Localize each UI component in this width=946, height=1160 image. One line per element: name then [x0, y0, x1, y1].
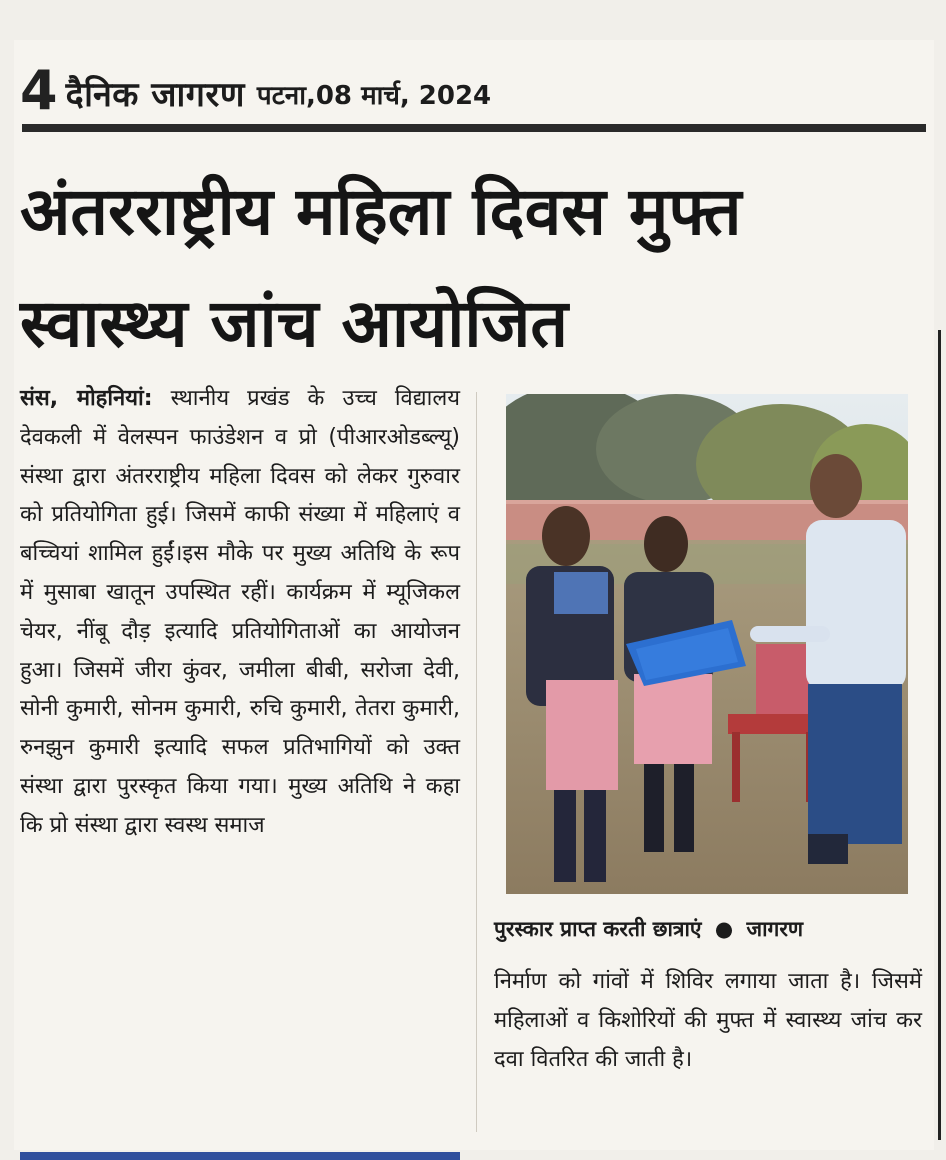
bottom-color-bar: [20, 1152, 460, 1160]
caption-bullet-icon: ●: [714, 917, 734, 941]
news-photo: [506, 394, 908, 894]
news-photo-image: [506, 394, 908, 894]
byline: संस, मोहनियां:: [20, 386, 153, 411]
photo-caption-text: पुरस्कार प्राप्त करती छात्राएं: [494, 917, 702, 941]
article-body: [20, 380, 460, 846]
headline: अंतरराष्ट्रीय महिला दिवस मुफ्त स्वास्थ्य जांच आयोजित: [20, 173, 742, 362]
photo-credit: जागरण: [746, 917, 804, 941]
page-edge-rule: [938, 330, 941, 1140]
photo-caption: [494, 914, 914, 944]
newspaper-name: दैनिक जागरण: [65, 75, 245, 115]
dateline: पटना,08 मार्च, 2024: [256, 81, 492, 111]
article-body-text: स्थानीय प्रखंड के उच्च विद्यालय देवकली में वेलस्पन फाउंडेशन व प्रो (पीआरओडब्ल्यू) संस्था द्वारा अंतरराष्ट्रीय महिला दिवस को लेकर गुरुवार को प्रतियोगिता हुई। जिसमें काफी संख्या में महिलाएं व बच्चियां शामिल हुईं।इस मौके पर मुख्य अतिथि के रूप में मुसाबा खातून उपस्थित रहीं। कार्यक्रम में म्यूजिकल चेयर, नींबू दौड़ इत्यादि प्रतियोगिताओं का आयोजन हुआ। जिसमें जीरा कुंवर, जमीला बीबी, सरोजा देवी, सोनी कुमारी, सोनम कुमारी, रुचि कुमारी, तेतरा कुमारी, रुनझुन कुमारी इत्यादि सफल प्रतिभागियों को उक्त संस्था द्वारा पुरस्कृत किया गया। मुख्य अतिथि ने कहा कि प्रो संस्था द्वारा स्वस्थ समाज: [20, 386, 461, 838]
masthead: [20, 59, 492, 122]
column-divider: [476, 392, 477, 1132]
article-continuation: निर्माण को गांवों में शिविर लगाया जाता है। जिसमें महिलाओं व किशोरियों की मुफ्त में स्वास्थ्य जांच कर दवा वितरित की जाती है।: [494, 969, 922, 1072]
page-number: 4: [20, 59, 58, 122]
masthead-rule: [22, 124, 926, 132]
